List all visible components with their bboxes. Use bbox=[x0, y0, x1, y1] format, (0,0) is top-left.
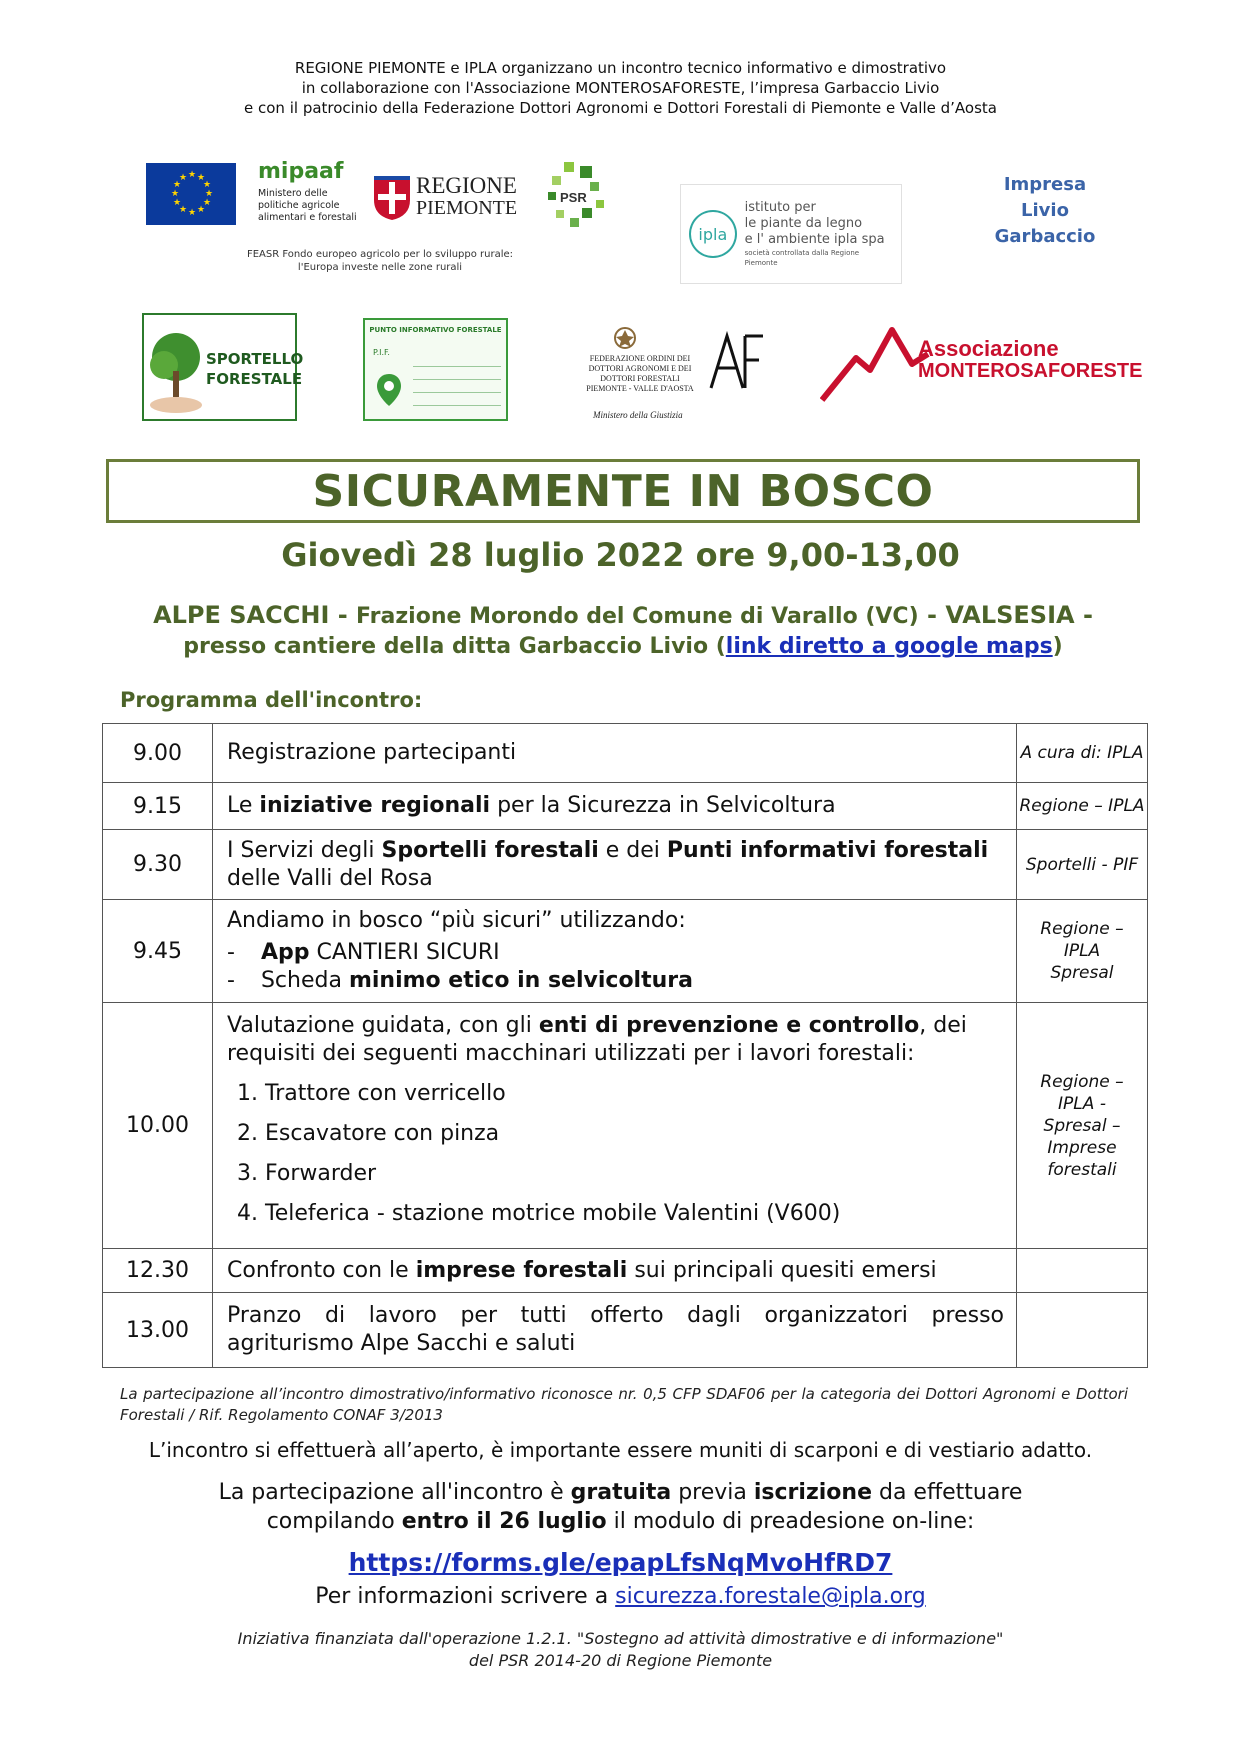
sportello-line-2: FORESTALE bbox=[206, 370, 303, 388]
svg-text:★: ★ bbox=[188, 208, 197, 218]
organizer-line: Regione – bbox=[1040, 919, 1124, 939]
organizer-line: Spresal bbox=[1050, 963, 1114, 983]
ipla-mark: ipla bbox=[689, 210, 737, 258]
federazione-text: FEDERAZIONE ORDINI DEI DOTTORI AGRONOMI E DEI DOTTORI FORESTALI PIEMONTE - VALLE D'AOSTA bbox=[586, 354, 694, 393]
feasr-line-1: FEASR Fondo europeo agricolo per lo sviluppo rurale: bbox=[246, 249, 514, 260]
row-description bbox=[213, 830, 1017, 900]
psr-squares-icon bbox=[546, 160, 608, 232]
row-time: 12.30 bbox=[103, 1249, 213, 1293]
row-time: 9.45 bbox=[103, 900, 213, 1003]
text-bold: App bbox=[260, 940, 310, 965]
text-part: per la Sicurezza in Selvicoltura bbox=[490, 793, 836, 818]
pif-logo bbox=[363, 318, 508, 421]
event-date: Giovedì 28 luglio 2022 ore 9,00-13,00 bbox=[281, 536, 960, 574]
place-sub: Frazione Morondo del Comune di Varallo (VC) bbox=[356, 604, 919, 629]
svg-text:★: ★ bbox=[171, 189, 180, 199]
text-part: il modulo di preadesione on-line: bbox=[606, 1509, 975, 1534]
regione-shield-icon bbox=[372, 174, 412, 220]
participation-text bbox=[0, 1478, 1241, 1536]
svg-text:★: ★ bbox=[197, 205, 206, 215]
svg-text:★: ★ bbox=[173, 198, 182, 208]
text-bold: imprese forestali bbox=[415, 1257, 628, 1283]
intro-line-2: in collaborazione con l'Associazione MONTEROSAFORESTE, l’impresa Garbaccio Livio bbox=[301, 79, 940, 97]
svg-text:★: ★ bbox=[188, 170, 197, 180]
table-row bbox=[103, 1003, 1148, 1249]
mipaaf-name: mipaaf bbox=[258, 159, 344, 184]
row-time: 9.30 bbox=[103, 830, 213, 900]
intro-text bbox=[0, 58, 1241, 118]
list-item: 2. Escavatore con pinza bbox=[265, 1120, 1004, 1148]
table-row bbox=[103, 900, 1148, 1003]
ipla-line-4: società controllata dalla Regione Piemonte bbox=[744, 249, 860, 267]
svg-text:★: ★ bbox=[173, 180, 182, 190]
row-description: Pranzo di lavoro per tutti offerto dagli organizzatori presso agriturismo Alpe Sacchi e saluti bbox=[213, 1293, 1017, 1368]
ipla-logo bbox=[680, 184, 902, 284]
table-row bbox=[103, 1293, 1148, 1368]
organizer-line: Spresal – bbox=[1043, 1115, 1121, 1136]
program-table bbox=[102, 723, 1148, 1368]
text-bold: entro il 26 luglio bbox=[401, 1509, 607, 1534]
funding-line-2: del PSR 2014-20 di Regione Piemonte bbox=[468, 1651, 773, 1670]
text-bold: enti di prevenzione e controllo bbox=[538, 1012, 920, 1038]
text-part: previa bbox=[671, 1480, 754, 1505]
text-part: compilando bbox=[266, 1509, 402, 1534]
location-pin-icon bbox=[375, 372, 403, 408]
regione-piemonte-logo bbox=[372, 172, 522, 222]
text-part: Valutazione guidata, con gli bbox=[227, 1012, 539, 1038]
regione-line-2: PIEMONTE bbox=[416, 197, 518, 219]
text-bold: iniziative regionali bbox=[259, 793, 491, 818]
associazione-line-1: Associazione bbox=[918, 336, 1059, 361]
table-row bbox=[103, 1249, 1148, 1293]
intro-line-3: e con il patrocinio della Federazione Dottori Agronomi e Dottori Forestali di Piemonte e Valle d’Aosta bbox=[244, 99, 997, 117]
organizer-line: Regione – bbox=[1040, 1071, 1124, 1092]
svg-text:★: ★ bbox=[179, 205, 188, 215]
impresa-line-3: Garbaccio bbox=[994, 226, 1096, 247]
eu-stars-icon bbox=[146, 163, 236, 225]
row-time: 13.00 bbox=[103, 1293, 213, 1368]
svg-text:★: ★ bbox=[205, 189, 214, 199]
text-part: Andiamo in bosco “più sicuri” utilizzando: bbox=[227, 908, 686, 933]
text-bold: Punti informativi forestali bbox=[666, 837, 989, 863]
text-part: , dei requisiti dei seguenti macchinari utilizzati per i lavori forestali: bbox=[227, 1012, 967, 1066]
mipaaf-logo bbox=[258, 160, 358, 230]
cfp-note: La partecipazione all’incontro dimostrativo/informativo riconosce nr. 0,5 CFP SDAF06 per la categoria dei Dottori Agronomi e Dottori Forestali / Rif. Regolamento CONAF 3/2013 bbox=[120, 1385, 1128, 1424]
table-row bbox=[103, 830, 1148, 900]
text-bold: Sportelli forestali bbox=[381, 837, 599, 863]
row-description: Registrazione partecipanti bbox=[213, 724, 1017, 783]
info-text: Per informazioni scrivere a bbox=[315, 1584, 616, 1609]
text-bold: gratuita bbox=[570, 1480, 672, 1505]
sportello-forestale-logo bbox=[142, 313, 304, 421]
table-row bbox=[103, 783, 1148, 830]
federazione-logo bbox=[585, 326, 775, 422]
row-organizer bbox=[1017, 1249, 1148, 1293]
feasr-caption bbox=[230, 248, 530, 274]
impresa-line-1: Impresa bbox=[1003, 174, 1087, 195]
psr-label: PSR bbox=[560, 190, 587, 205]
organizer-line: forestali bbox=[1047, 1159, 1117, 1180]
text-bold: minimo etico in selvicoltura bbox=[348, 968, 693, 993]
text-part: e dei bbox=[598, 837, 667, 863]
list-item: 4. Teleferica - stazione motrice mobile Valentini (V600) bbox=[265, 1200, 1004, 1228]
funding-note bbox=[0, 1628, 1241, 1672]
text-part: da effettuare bbox=[872, 1480, 1023, 1505]
google-maps-link[interactable]: link diretto a google maps bbox=[725, 634, 1053, 659]
row-description bbox=[213, 900, 1017, 1003]
svg-text:★: ★ bbox=[203, 180, 212, 190]
svg-text:★: ★ bbox=[197, 173, 206, 183]
mipaaf-subtitle: Ministero delle politiche agricole alimentari e forestali bbox=[258, 188, 357, 223]
tree-icon bbox=[146, 327, 206, 417]
text-part: La partecipazione all'incontro è bbox=[218, 1480, 571, 1505]
row-organizer bbox=[1017, 900, 1148, 1003]
text-part: Le bbox=[227, 793, 260, 818]
place-line2-a: presso cantiere della ditta Garbaccio Livio ( bbox=[183, 634, 726, 659]
row-description bbox=[213, 783, 1017, 830]
row-organizer: Sportelli - PIF bbox=[1017, 830, 1148, 900]
svg-text:★: ★ bbox=[203, 198, 212, 208]
row-time: 9.15 bbox=[103, 783, 213, 830]
row-time: 10.00 bbox=[103, 1003, 213, 1249]
text-part: sui principali quesiti emersi bbox=[627, 1257, 937, 1283]
row-description bbox=[213, 1249, 1017, 1293]
program-title: Programma dell'incontro: bbox=[120, 688, 423, 712]
outdoor-note: L’incontro si effettuerà all’aperto, è importante essere muniti di scarponi e di vestiario adatto. bbox=[148, 1438, 1093, 1462]
text-part: I Servizi degli bbox=[227, 837, 382, 863]
list-item: 3. Forwarder bbox=[265, 1160, 1004, 1188]
place-sep-2: - VALSESIA - bbox=[918, 601, 1093, 629]
text-part: CANTIERI SICURI bbox=[309, 940, 500, 965]
registration-form-link[interactable]: https://forms.gle/epapLfsNqMvoHfRD7 bbox=[348, 1548, 893, 1577]
row-organizer bbox=[1017, 1293, 1148, 1368]
associazione-line-2: MONTEROSAFORESTE bbox=[918, 360, 1143, 382]
email-link[interactable]: sicurezza.forestale@ipla.org bbox=[615, 1584, 926, 1609]
row-time: 9.00 bbox=[103, 724, 213, 783]
row-organizer bbox=[1017, 1003, 1148, 1249]
row-organizer: A cura di: IPLA bbox=[1017, 724, 1148, 783]
place-sep-1: - bbox=[329, 601, 357, 629]
ipla-line-3: e l' ambiente ipla spa bbox=[744, 232, 885, 247]
text-part: delle Valli del Rosa bbox=[227, 865, 433, 891]
event-title: SICURAMENTE IN BOSCO bbox=[106, 459, 1140, 523]
af-monogram-icon bbox=[705, 330, 765, 394]
regione-line-1: REGIONE bbox=[416, 173, 517, 198]
place-line2-b: ) bbox=[1052, 634, 1063, 659]
organizer-line: Imprese bbox=[1047, 1137, 1117, 1158]
text-part: Scheda bbox=[260, 968, 349, 993]
row-organizer: Regione – IPLA bbox=[1017, 783, 1148, 830]
impresa-line-2: Livio bbox=[1021, 200, 1069, 221]
list-item: - Scheda minimo etico in selvicoltura bbox=[227, 968, 693, 993]
impresa-garbaccio-label bbox=[975, 172, 1115, 250]
eu-flag-logo bbox=[146, 163, 236, 225]
text-part: Confronto con le bbox=[227, 1257, 416, 1283]
feasr-line-2: l'Europa investe nelle zone rurali bbox=[297, 262, 463, 273]
machinery-list bbox=[227, 1080, 1004, 1228]
event-place bbox=[106, 600, 1140, 662]
sportello-line-1: SPORTELLO bbox=[206, 350, 304, 368]
federazione-footer: Ministero della Giustizia bbox=[593, 410, 683, 420]
pif-mark: P.I.F. bbox=[373, 348, 390, 357]
row-description bbox=[213, 1003, 1017, 1249]
psr-logo bbox=[546, 160, 608, 232]
emblem-icon bbox=[605, 326, 645, 350]
organizer-line: IPLA bbox=[1063, 941, 1101, 961]
ipla-line-1: istituto per bbox=[744, 200, 816, 215]
svg-text:★: ★ bbox=[179, 173, 188, 183]
list-item: 1. Trattore con verricello bbox=[265, 1080, 1004, 1108]
place-name: ALPE SACCHI bbox=[153, 601, 330, 629]
ipla-line-2: le piante da legno bbox=[744, 216, 863, 231]
organizer-line: IPLA - bbox=[1058, 1093, 1106, 1114]
funding-line-1: Iniziativa finanziata dall'operazione 1.2.1. "Sostegno ad attività dimostrative e di informazione" bbox=[237, 1629, 1004, 1648]
table-row bbox=[103, 724, 1148, 783]
pif-title: PUNTO INFORMATIVO FORESTALE bbox=[369, 326, 502, 334]
list-item: - App CANTIERI SICURI bbox=[227, 940, 500, 965]
intro-line-1: REGIONE PIEMONTE e IPLA organizzano un incontro tecnico informativo e dimostrativo bbox=[294, 59, 947, 77]
monterosaforeste-logo bbox=[820, 324, 1150, 404]
form-link-line bbox=[0, 1548, 1241, 1577]
contact-info bbox=[0, 1584, 1241, 1609]
text-bold: iscrizione bbox=[753, 1480, 872, 1505]
